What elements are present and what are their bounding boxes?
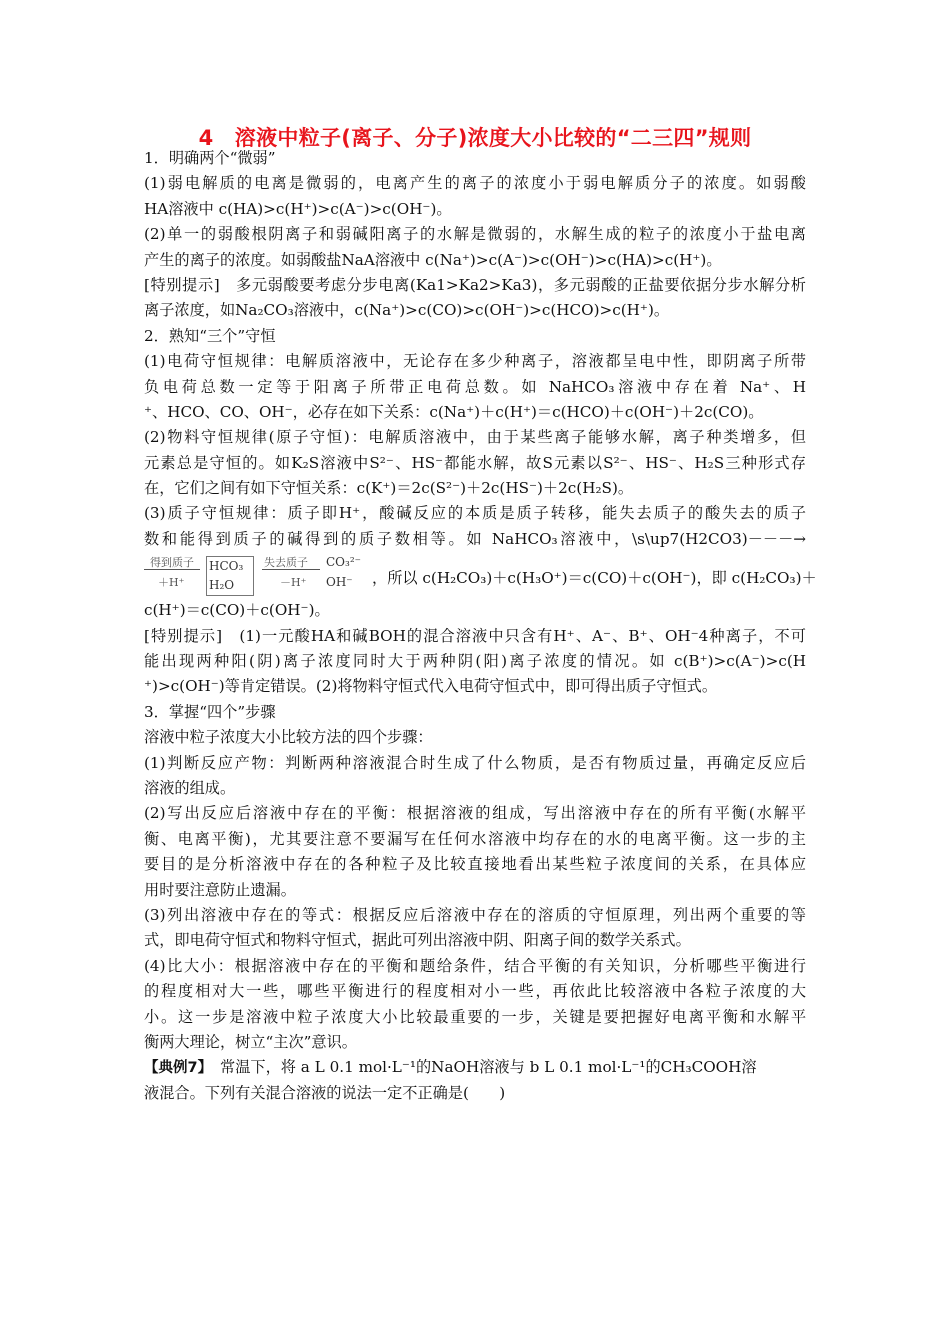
- diagram-label: －H⁺: [280, 576, 307, 590]
- text-line: (1)弱电解质的电离是微弱的，电离产生的离子的浓度小于弱电解质分子的浓度。如弱酸: [144, 174, 806, 193]
- example-text: 常温下，将 a L 0.1 mol·L⁻¹的NaOH溶液与 b L 0.1 mol·L⁻¹的CH₃COOH溶: [204, 1058, 757, 1077]
- proton-transfer-diagram: [144, 552, 817, 598]
- subheading: 2．熟知“三个”守恒: [144, 326, 276, 345]
- text-line: 产生的离子的浓度。如弱酸盐NaA溶液中 c(Na⁺)>c(A⁻)>c(OH⁻)>c(HA)>c(H⁺)。: [144, 250, 722, 269]
- diagram-label: 失去质子: [264, 556, 308, 570]
- text-line: 1．明确两个“微弱”: [144, 149, 276, 167]
- diagram-output: OH⁻: [326, 575, 353, 590]
- diagram-box-text: H₂O: [209, 578, 235, 593]
- text-line: 式，即电荷守恒式和物料守恒式，据此可列出溶液中阴、阳离子间的数学关系式。: [144, 931, 691, 950]
- text-line: (2)写出反应后溶液中存在的平衡：根据溶液的组成，写出溶液中存在的所有平衡(水解平: [144, 804, 806, 823]
- text-line: (2)单一的弱酸根阴离子和弱碱阳离子的水解是微弱的，水解生成的粒子的浓度小于盐电离: [144, 225, 806, 244]
- text-line: ，所以 c(H₂CO₃)＋c(H₃O⁺)＝c(CO)＋c(OH⁻)，即 c(H₂CO₃)＋: [372, 569, 817, 588]
- text-line: 用时要注意防止遗漏。: [144, 880, 296, 899]
- tip-line: [特别提示] 多元弱酸要考虑分步电离(Ka1>Ka2>Ka3)，多元弱酸的正盐要依据分步水解分析: [144, 275, 806, 294]
- section-title: 4 溶液中粒子(离子、分子)浓度大小比较的“二三四”规则: [198, 126, 752, 150]
- example-line: [144, 1055, 806, 1080]
- text-line: (2)物料守恒规律(原子守恒)：电解质溶液中，由于某些离子能够水解，离子种类增多，但: [144, 428, 806, 447]
- text-line: (1)电荷守恒规律：电解质溶液中，无论存在多少种离子，溶液都呈电中性，即阴离子所带: [144, 352, 806, 371]
- diagram-box-text: HCO₃: [209, 559, 244, 574]
- text-line: (3)质子守恒规律：质子即H⁺，酸碱反应的本质是质子转移，能失去质子的酸失去的质子: [144, 504, 806, 523]
- text-line: 溶液中粒子浓度大小比较方法的四个步骤：: [144, 728, 433, 747]
- text-line: 离子浓度，如Na₂CO₃溶液中，c(Na⁺)>c(CO)>c(OH⁻)>c(HCO)>c(H⁺)。: [144, 301, 670, 320]
- text-line: 数和能得到质子的碱得到的质子数相等。如 NaHCO₃溶液中，\s\up7(H2CO3)－－－→: [144, 529, 806, 548]
- text-line: (4)比大小：根据溶液中存在的平衡和题给条件，结合平衡的有关知识，分析哪些平衡进行: [144, 956, 806, 975]
- document-body: [144, 146, 817, 1106]
- text-line: 衡、电离平衡)，尤其要注意不要漏写在任何水溶液中均存在的水的电离平衡。这一步的主: [144, 829, 806, 848]
- text-line: 要目的是分析溶液中存在的各种粒子及比较直接地看出某些粒子浓度间的关系，在具体应: [144, 855, 806, 874]
- text-line: (1)判断反应产物：判断两种溶液混合时生成了什么物质，是否有物质过量，再确定反应后: [144, 753, 806, 772]
- example-line: 液混合。下列有关混合溶液的说法一定不正确是( ): [144, 1083, 506, 1102]
- diagram-label: 得到质子: [150, 556, 194, 570]
- text-line: 能出现两种阳(阴)离子浓度同时大于两种阴(阳)离子浓度的情况。如 c(B⁺)>c(A⁻)>c(H: [144, 652, 806, 671]
- text-line: 小。这一步是溶液中粒子浓度大小比较最重要的一步，关键是要把握好电离平衡和水解平: [144, 1007, 806, 1026]
- tip-line: [特别提示] (1)一元酸HA和碱BOH的混合溶液中只含有H⁺、A⁻、B⁺、OH⁻4种离子，不可: [144, 626, 806, 645]
- text-line: 溶液的组成。: [144, 778, 236, 797]
- text-line: ⁺)>c(OH⁻)等肯定错误。(2)将物料守恒式代入电荷守恒式中，即可得出质子守恒式。: [144, 677, 718, 696]
- example-label: 【典例7】: [144, 1060, 205, 1077]
- diagram-label: ＋H⁺: [158, 576, 185, 590]
- text-line: 负电荷总数一定等于阳离子所带正电荷总数。如 NaHCO₃溶液中存在着 Na⁺、H: [144, 377, 806, 396]
- diagram-output: CO₃²⁻: [326, 555, 361, 570]
- arrow-left: [144, 569, 200, 570]
- text-line: 衡两大理论，树立“主次”意识。: [144, 1032, 357, 1051]
- text-line: (3)列出溶液中存在的等式：根据反应后溶液中存在的溶质的守恒原理，列出两个重要的等: [144, 905, 806, 924]
- text-line: ⁺、HCO、CO、OH⁻，必存在如下关系：c(Na⁺)＋c(H⁺)＝c(HCO)＋c(OH⁻)＋2c(CO)。: [144, 402, 764, 421]
- text-line: HA溶液中 c(HA)>c(H⁺)>c(A⁻)>c(OH⁻)。: [144, 199, 452, 218]
- text-line: 在，它们之间有如下守恒关系：c(K⁺)＝2c(S²⁻)＋2c(HS⁻)＋2c(H₂S)。: [144, 479, 634, 498]
- arrow-right: [262, 569, 320, 570]
- text-line: c(H⁺)＝c(CO)＋c(OH⁻)。: [144, 601, 330, 620]
- text-line: 的程度相对大一些，哪些平衡进行的程度相对小一些，再依此比较溶液中各粒子浓度的大: [144, 982, 806, 1001]
- text-line: 元素总是守恒的。如K₂S溶液中S²⁻、HS⁻都能水解，故S元素以S²⁻、HS⁻、H₂S三种形式存: [144, 453, 806, 472]
- subheading: 3．掌握“四个”步骤: [144, 702, 276, 721]
- diagram-box: [206, 556, 254, 596]
